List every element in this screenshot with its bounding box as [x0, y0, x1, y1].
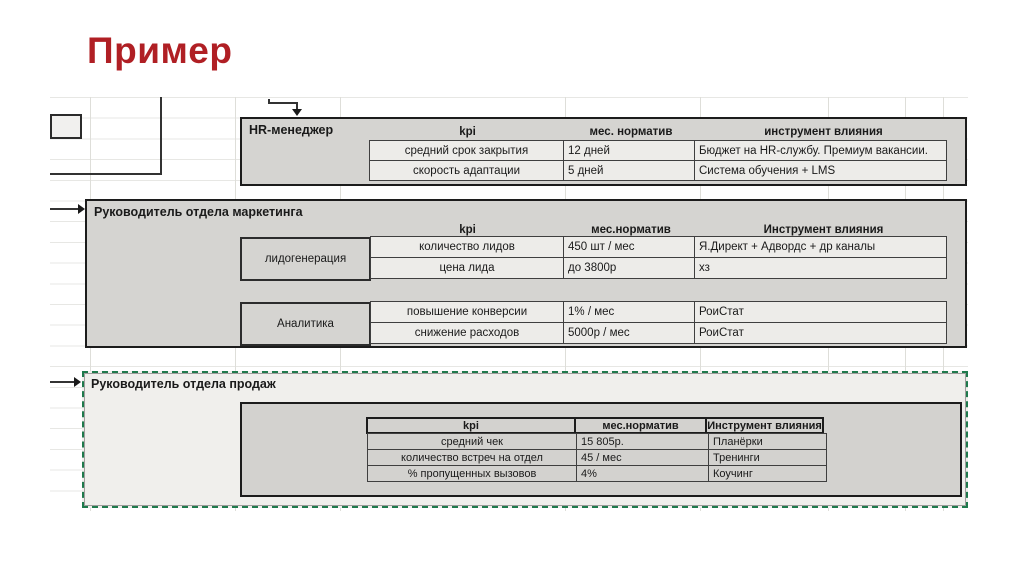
table-row [371, 302, 947, 323]
sales-header-kpi: kpi [366, 417, 576, 434]
sales-inner-box [240, 402, 962, 497]
marketing-block-title: Руководитель отдела маркетинга [94, 205, 303, 219]
norm-cell: до 3800р [563, 257, 695, 279]
slide-title: Пример [87, 30, 233, 71]
marketing-header-norm: мес.норматив [591, 224, 671, 236]
down-arrow-icon [292, 109, 302, 116]
hr-header-kpi: kpi [459, 126, 476, 138]
tool-cell: РоиСтат [694, 322, 947, 344]
norm-cell: 1% / мес [563, 301, 695, 323]
table-row [370, 141, 947, 161]
analytics-table [371, 302, 947, 344]
sales-table [368, 417, 832, 482]
right-arrow-icon [74, 377, 81, 387]
kpi-cell: % пропущенных вызовов [367, 465, 577, 482]
norm-cell: 12 дней [563, 140, 695, 161]
table-row [371, 258, 947, 279]
tool-cell: Я.Директ + Адвордс + др каналы [694, 236, 947, 258]
table-row [371, 323, 947, 344]
table-row [368, 466, 832, 482]
connector-line [160, 97, 162, 175]
norm-cell: 5 дней [563, 160, 695, 181]
kpi-cell: повышение конверсии [370, 301, 564, 323]
kpi-cell: средний срок закрытия [369, 140, 564, 161]
kpi-cell: снижение расходов [370, 322, 564, 344]
table-row [371, 237, 947, 258]
sales-header-tool: Инструмент влияния [705, 417, 824, 434]
right-arrow-icon [78, 204, 85, 214]
marketing-head-block [85, 199, 967, 348]
connector-line [50, 208, 80, 210]
tool-cell: Коучинг [708, 465, 827, 482]
norm-cell: 45 / мес [576, 449, 709, 466]
sales-header-norm: мес.норматив [574, 417, 707, 434]
hr-manager-block [240, 117, 967, 186]
kpi-cell: цена лида [370, 257, 564, 279]
tool-cell: Планёрки [708, 433, 827, 450]
lead-generation-table [371, 237, 947, 279]
hr-table [370, 141, 947, 181]
excel-screenshot [50, 97, 968, 511]
table-header-row [368, 417, 832, 434]
tool-cell: Бюджет на HR-службу. Премиум вакансии. [694, 140, 947, 161]
sales-head-block-selection [82, 371, 968, 508]
norm-cell: 15 805р. [576, 433, 709, 450]
group-label-analytics: Аналитика [240, 302, 371, 346]
tool-cell: РоиСтат [694, 301, 947, 323]
sales-block-title: Руководитель отдела продаж [91, 377, 276, 391]
connector-line [268, 102, 298, 104]
kpi-cell: количество встреч на отдел [367, 449, 577, 466]
table-row [368, 434, 832, 450]
marketing-header-kpi: kpi [459, 224, 476, 236]
kpi-cell: количество лидов [370, 236, 564, 258]
hr-block-title: HR-менеджер [249, 123, 334, 137]
norm-cell: 450 шт / мес [563, 236, 695, 258]
marketing-header-tool: Инструмент влияния [763, 224, 884, 236]
hr-header-tool: инструмент влияния [764, 126, 883, 138]
connector-line [50, 381, 76, 383]
table-row [370, 161, 947, 181]
connector-line [50, 173, 162, 175]
kpi-cell: средний чек [367, 433, 577, 450]
group-label-lead-generation: лидогенерация [240, 237, 371, 281]
tool-cell: Тренинги [708, 449, 827, 466]
tool-cell: Система обучения + LMS [694, 160, 947, 181]
norm-cell: 4% [576, 465, 709, 482]
hr-header-norm: мес. норматив [589, 126, 673, 138]
kpi-cell: скорость адаптации [369, 160, 564, 181]
bordered-cell [50, 114, 82, 139]
tool-cell: хз [694, 257, 947, 279]
norm-cell: 5000р / мес [563, 322, 695, 344]
table-row [368, 450, 832, 466]
